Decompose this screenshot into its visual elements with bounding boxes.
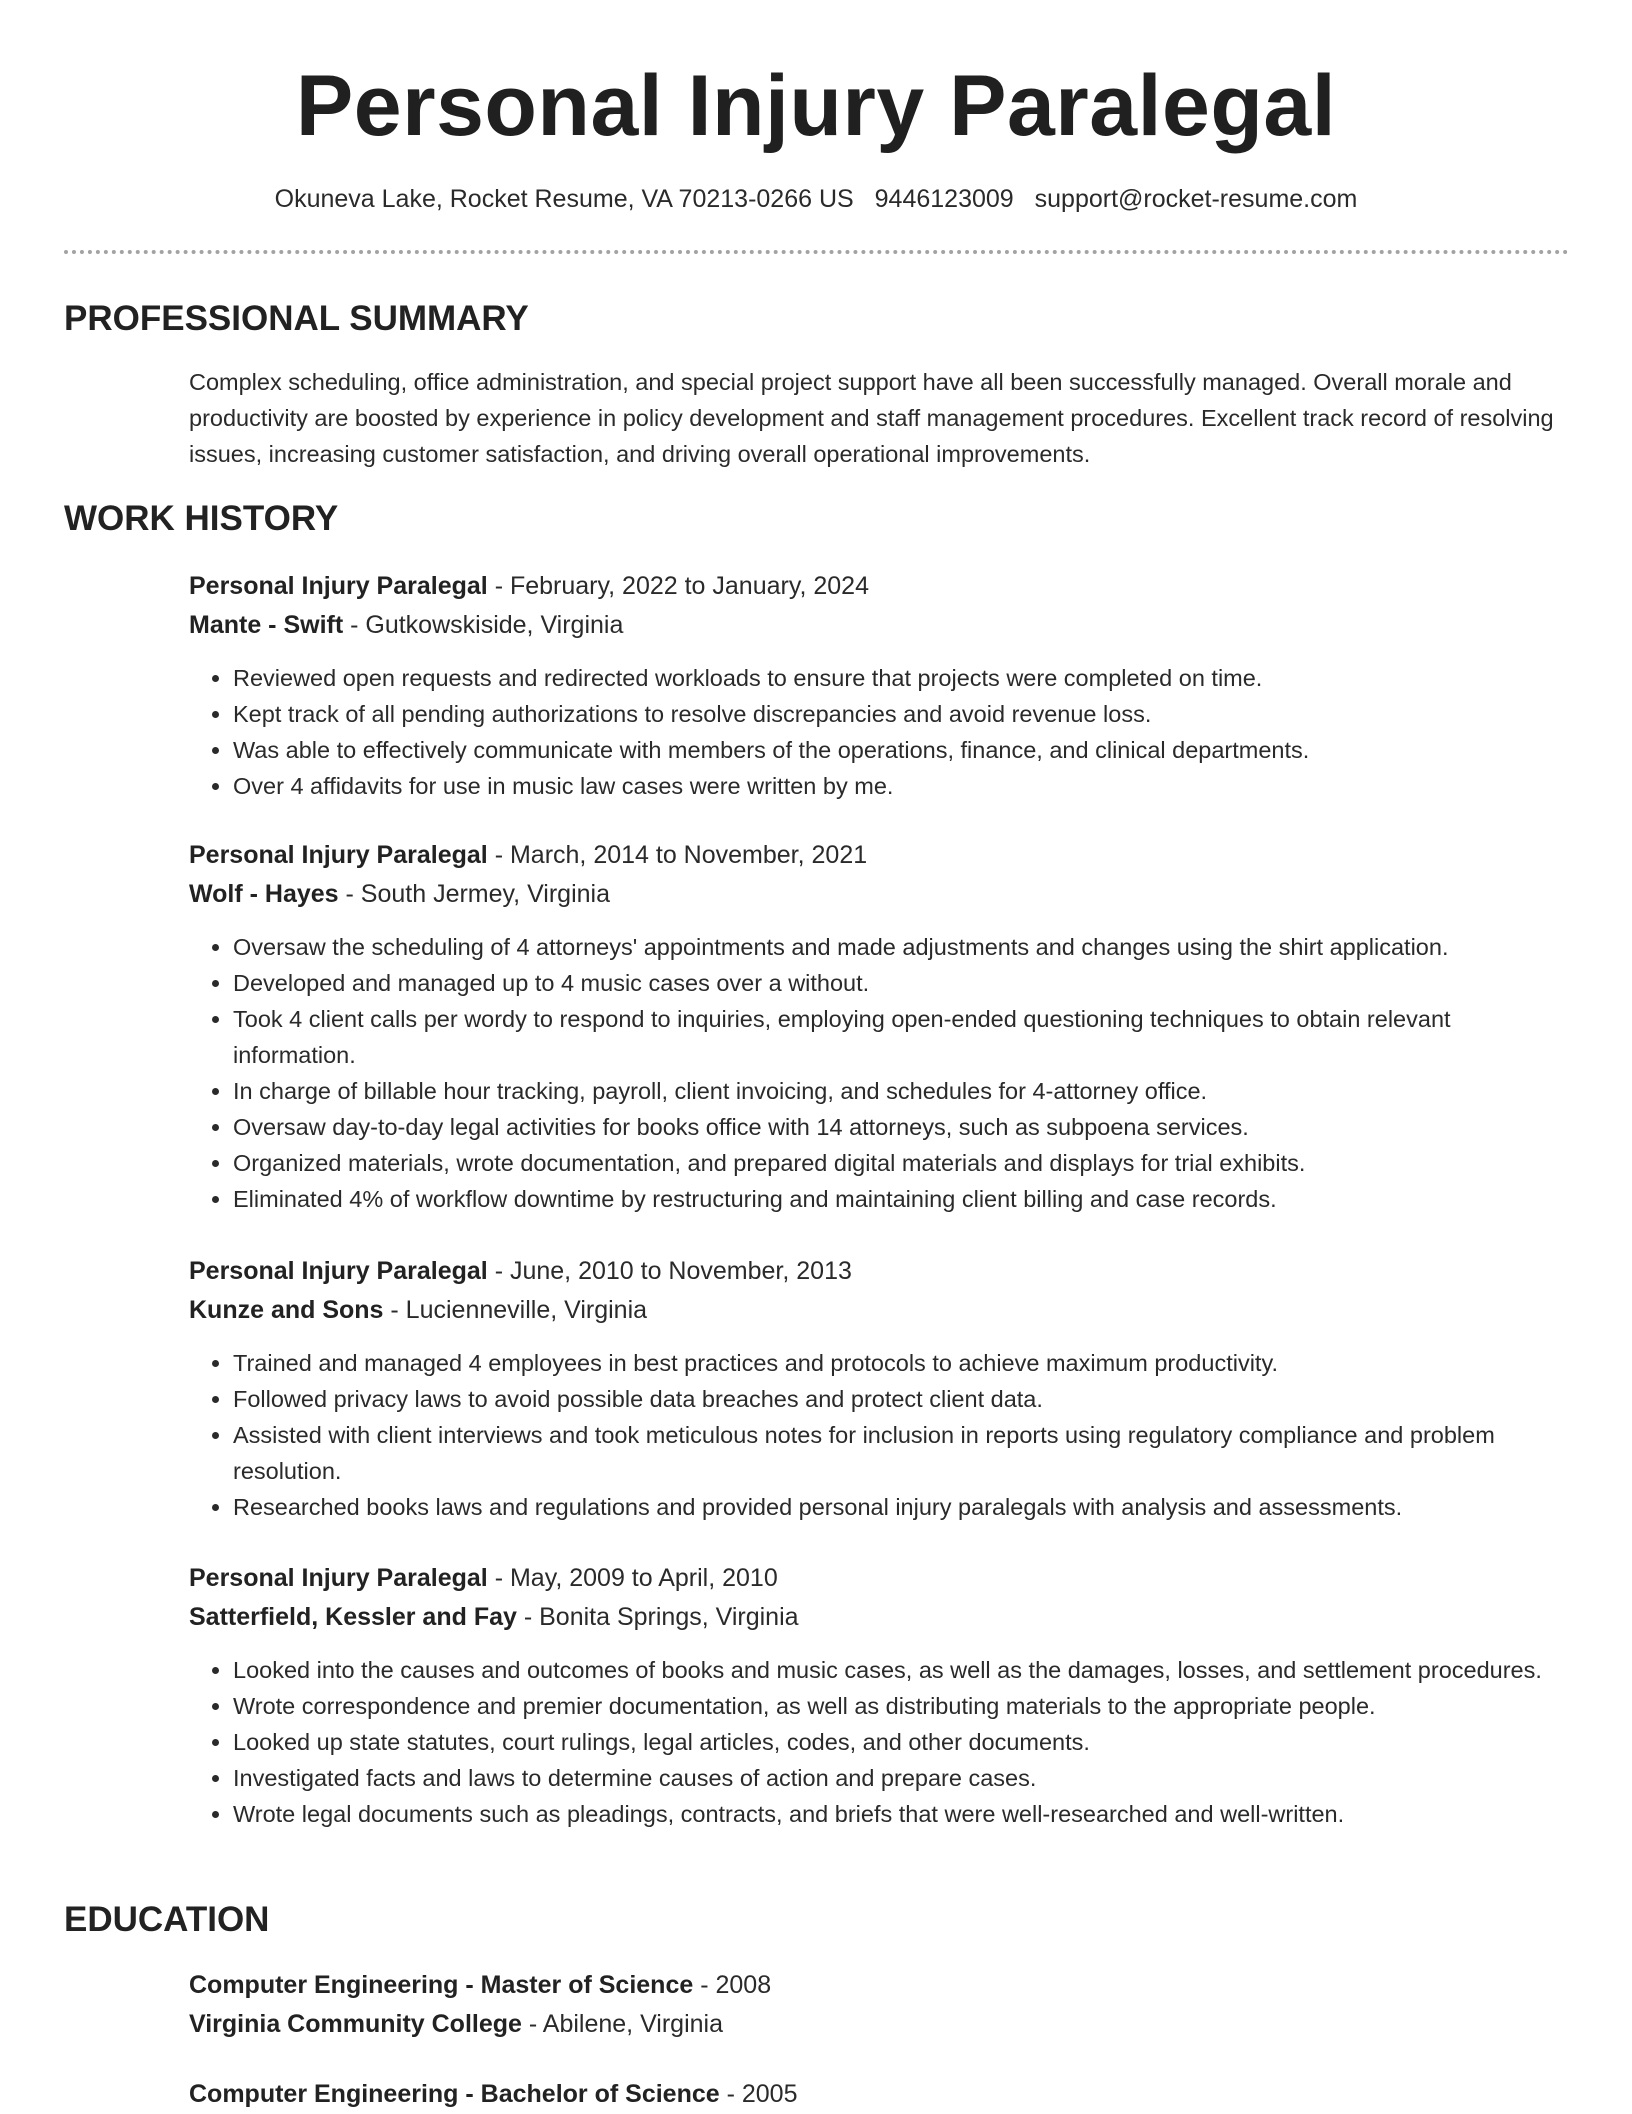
job-bullet: • Took 4 client calls per wordy to respond to inquiries, employing open-ended questioning techniques to obtain relevant information. <box>233 1001 1569 1073</box>
job-bullet: • Looked into the causes and outcomes of books and music cases, as well as the damages, losses, and settlement procedures. <box>233 1652 1569 1688</box>
job-role: Personal Injury Paralegal <box>189 1257 488 1285</box>
job-bullets <box>189 1345 1569 1525</box>
contact-email: support@rocket-resume.com <box>1034 185 1358 213</box>
job-dates: - May, 2009 to April, 2010 <box>487 1564 778 1592</box>
job-bullet: • Oversaw the scheduling of 4 attorneys' appointments and made adjustments and changes using the shirt application. <box>233 929 1569 965</box>
job-company: Wolf - Hayes <box>189 880 339 908</box>
contact-address: Okuneva Lake, Rocket Resume, VA 70213-0266 US <box>274 185 854 213</box>
job-company: Kunze and Sons <box>189 1296 384 1324</box>
job-location: - South Jermey, Virginia <box>338 880 610 908</box>
header-divider <box>64 250 1569 254</box>
job-company-line <box>189 1291 1569 1330</box>
job-title-line <box>189 1559 1569 1598</box>
job-company-line <box>189 606 1569 645</box>
job-bullet: • Looked up state statutes, court rulings, legal articles, codes, and other documents. <box>233 1724 1569 1760</box>
contact-phone: 9446123009 <box>874 185 1014 213</box>
job-company-line <box>189 1598 1569 1637</box>
work-history-heading: WORK HISTORY <box>64 499 339 538</box>
education-year: - 2005 <box>719 2080 798 2108</box>
job-bullets <box>189 1652 1569 1832</box>
job-bullet: • Trained and managed 4 employees in best practices and protocols to achieve maximum productivity. <box>233 1345 1569 1381</box>
job-company: Satterfield, Kessler and Fay <box>189 1603 517 1631</box>
job-entry <box>189 567 1569 804</box>
contact-line <box>0 182 1632 216</box>
job-bullet: • Researched books laws and regulations and provided personal injury paralegals with analysis and assessments. <box>233 1489 1569 1525</box>
job-bullet: • Was able to effectively communicate with members of the operations, finance, and clinical departments. <box>233 732 1569 768</box>
job-bullet: • Over 4 affidavits for use in music law cases were written by me. <box>233 768 1569 804</box>
job-title-line <box>189 1252 1569 1291</box>
job-dates: - March, 2014 to November, 2021 <box>487 841 868 869</box>
job-entry <box>189 836 1569 1217</box>
education-degree: Computer Engineering - Bachelor of Science <box>189 2080 720 2108</box>
job-bullet: • Developed and managed up to 4 music cases over a without. <box>233 965 1569 1001</box>
education-location: - Abilene, Virginia <box>521 2010 723 2038</box>
job-role: Personal Injury Paralegal <box>189 572 488 600</box>
job-bullet: • Kept track of all pending authorizations to resolve discrepancies and avoid revenue loss. <box>233 696 1569 732</box>
job-bullet: • Reviewed open requests and redirected workloads to ensure that projects were completed on time. <box>233 660 1569 696</box>
job-bullet: • Investigated facts and laws to determine causes of action and prepare cases. <box>233 1760 1569 1796</box>
education-school-line <box>189 2005 1569 2044</box>
job-company: Mante - Swift <box>189 611 344 639</box>
job-location: - Bonita Springs, Virginia <box>516 1603 799 1631</box>
education-entry <box>189 2075 1569 2114</box>
job-role: Personal Injury Paralegal <box>189 841 488 869</box>
job-bullet: • Organized materials, wrote documentation, and prepared digital materials and displays for trial exhibits. <box>233 1145 1569 1181</box>
job-dates: - June, 2010 to November, 2013 <box>487 1257 852 1285</box>
job-bullet: • Assisted with client interviews and took meticulous notes for inclusion in reports using regulatory compliance and problem resolution. <box>233 1417 1569 1489</box>
job-bullet: • In charge of billable hour tracking, payroll, client invoicing, and schedules for 4-attorney office. <box>233 1073 1569 1109</box>
job-bullet: • Oversaw day-to-day legal activities for books office with 14 attorneys, such as subpoena services. <box>233 1109 1569 1145</box>
job-location: - Lucienneville, Virginia <box>383 1296 648 1324</box>
job-company-line <box>189 875 1569 914</box>
summary-text: Complex scheduling, office administration, and special project support have all been successfully managed. Overall morale and productivity are boosted by experience in policy development and staff management procedures. Excellent track record of resolving issues, increasing customer satisfaction, and driving overall operational improvements. <box>189 369 1554 467</box>
job-title-line <box>189 836 1569 875</box>
education-degree-line <box>189 2075 1569 2114</box>
education-degree-line <box>189 1966 1569 2005</box>
job-entry <box>189 1252 1569 1525</box>
job-dates: - February, 2022 to January, 2024 <box>487 572 869 600</box>
job-entry <box>189 1559 1569 1832</box>
job-bullet: • Wrote correspondence and premier documentation, as well as distributing materials to the appropriate people. <box>233 1688 1569 1724</box>
job-role: Personal Injury Paralegal <box>189 1564 488 1592</box>
job-bullet: • Followed privacy laws to avoid possible data breaches and protect client data. <box>233 1381 1569 1417</box>
job-title-line <box>189 567 1569 606</box>
job-location: - Gutkowskiside, Virginia <box>343 611 624 639</box>
education-school: Virginia Community College <box>189 2010 522 2038</box>
job-bullet: • Wrote legal documents such as pleadings, contracts, and briefs that were well-researched and well-written. <box>233 1796 1569 1832</box>
summary-heading: PROFESSIONAL SUMMARY <box>64 299 529 338</box>
candidate-name: Personal Injury Paralegal <box>295 58 1337 154</box>
job-bullets <box>189 929 1569 1217</box>
education-degree: Computer Engineering - Master of Science <box>189 1971 694 1999</box>
education-heading: EDUCATION <box>64 1900 270 1939</box>
job-bullet: • Eliminated 4% of workflow downtime by restructuring and maintaining client billing and case records. <box>233 1181 1569 1217</box>
education-year: - 2008 <box>693 1971 772 1999</box>
job-bullets <box>189 660 1569 804</box>
education-entry <box>189 1966 1569 2044</box>
